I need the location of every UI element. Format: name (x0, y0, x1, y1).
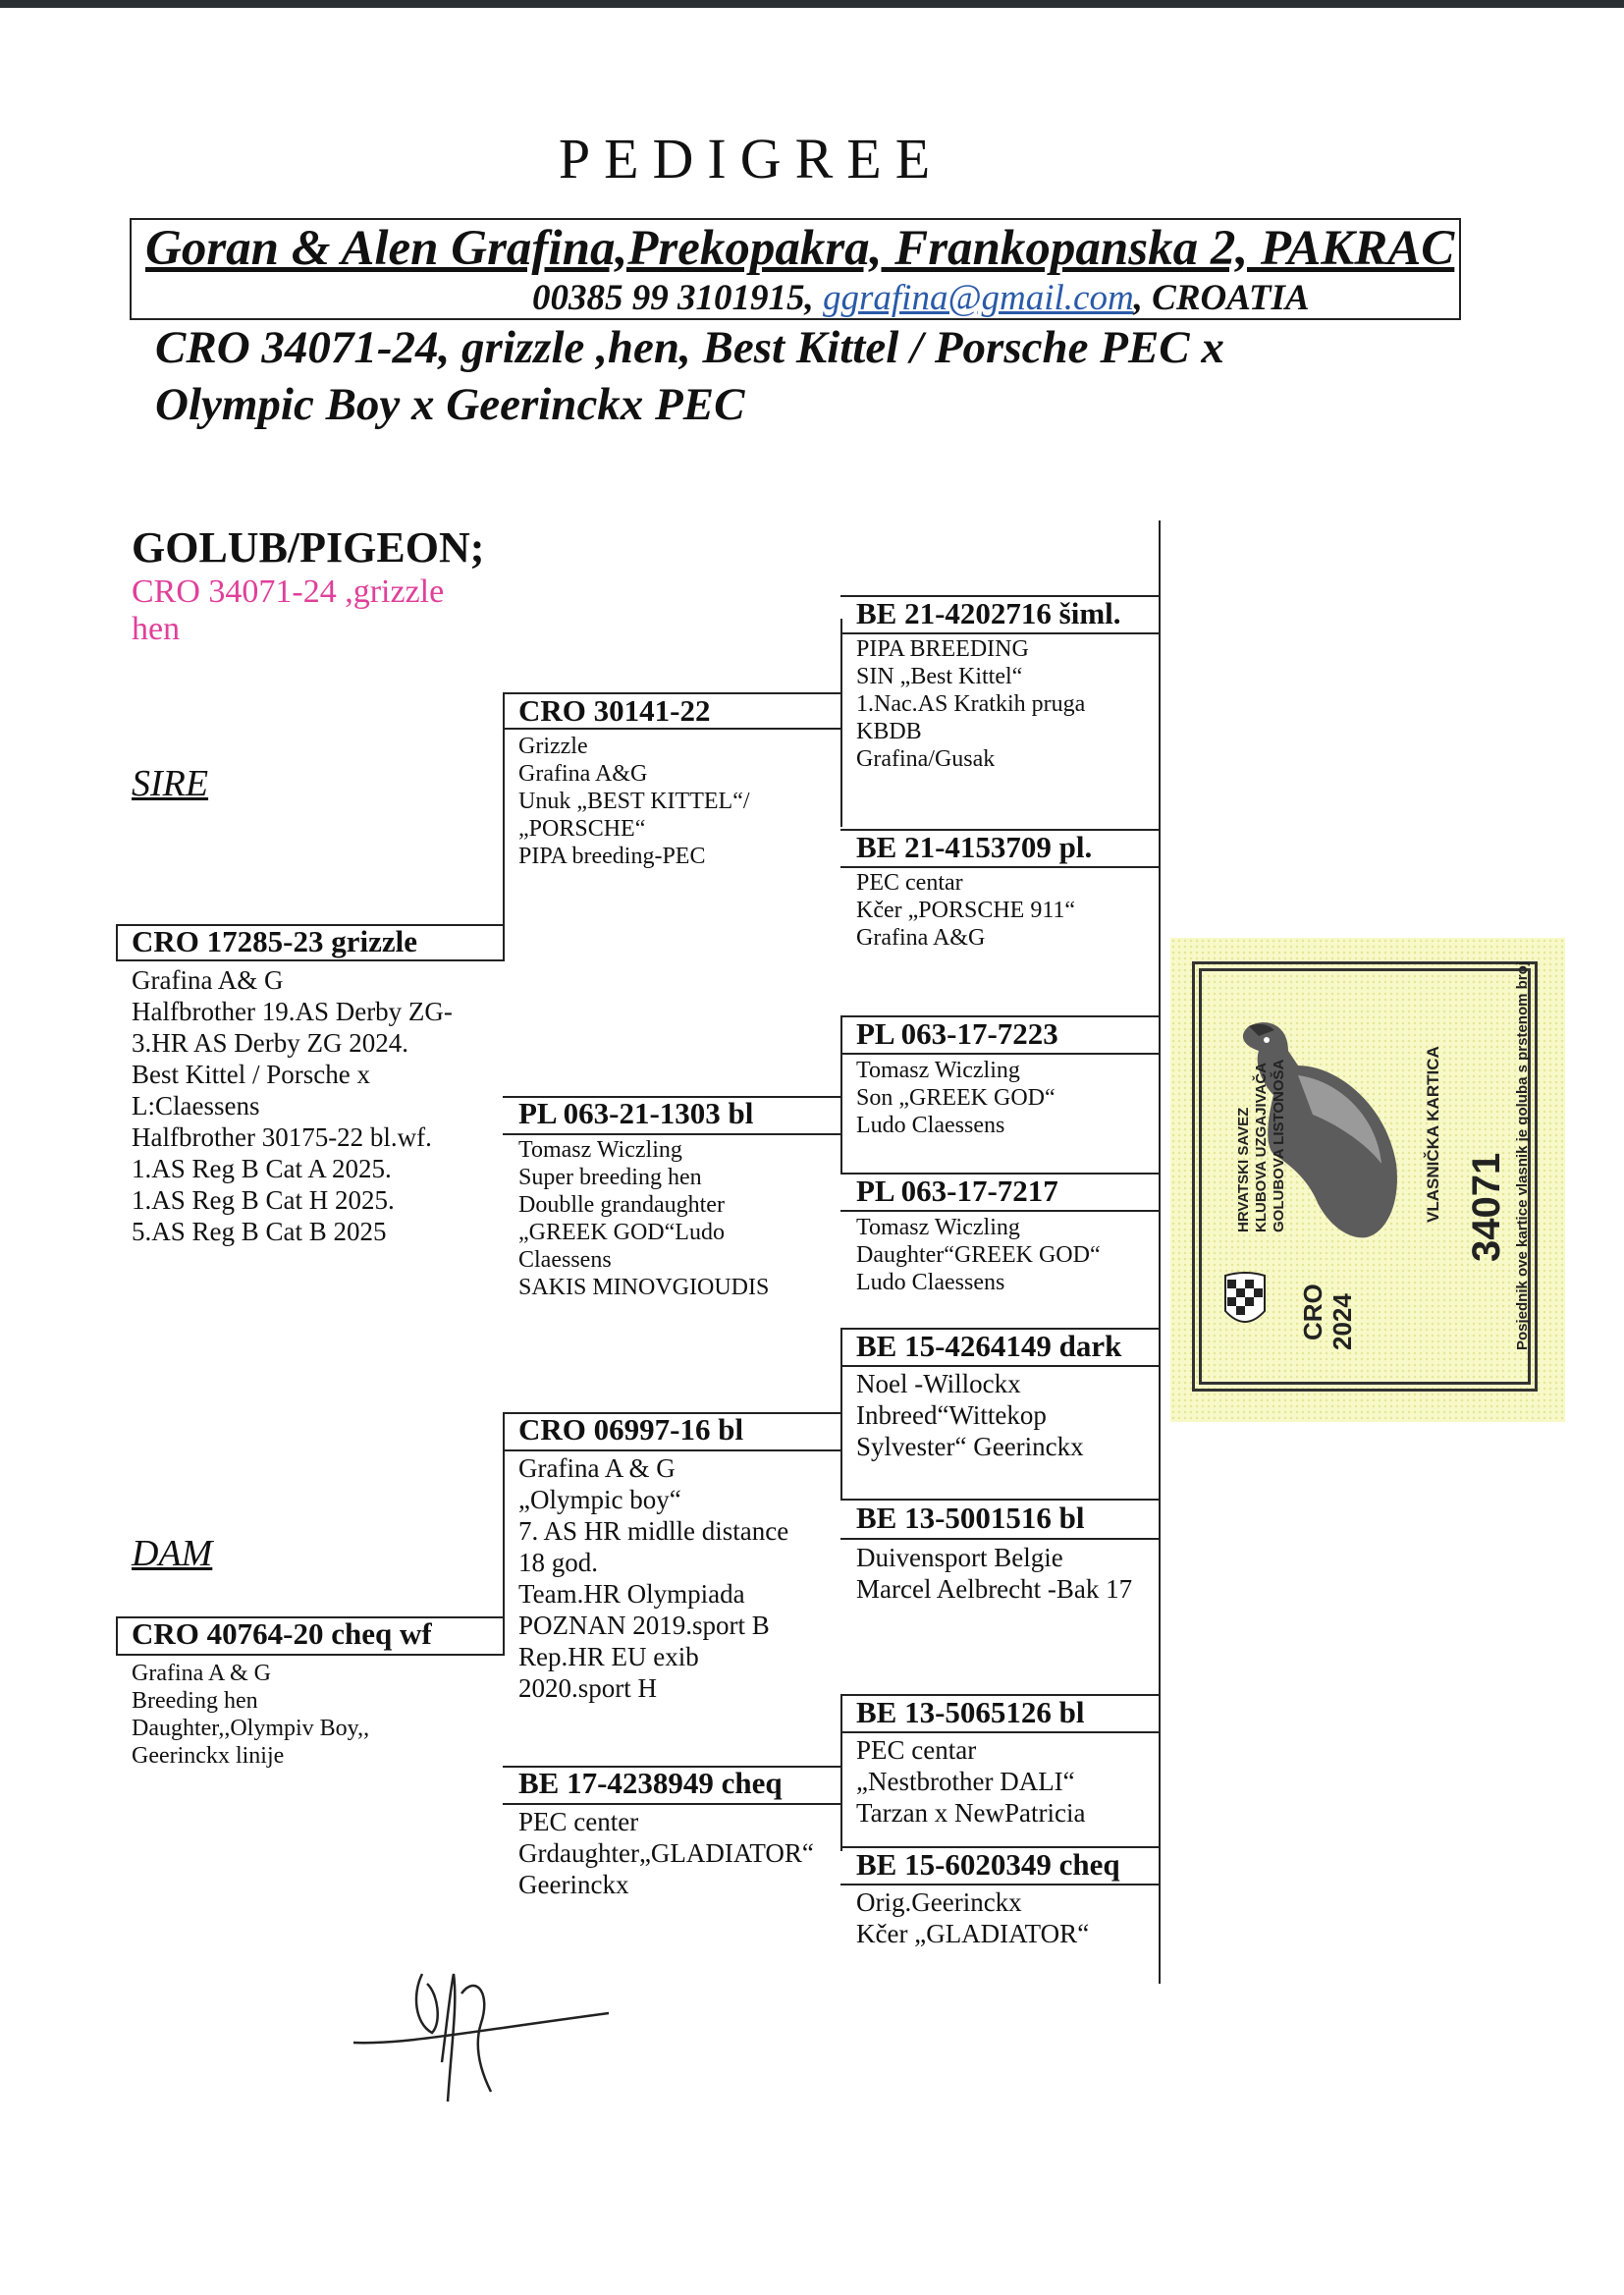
g3-5-bottom-line (840, 1365, 1161, 1367)
sire-line: 3.HR AS Derby ZG 2024. (132, 1028, 408, 1058)
g3-6-details (856, 1542, 1132, 1605)
page-title: PEDIGREE (558, 127, 945, 191)
ds-line: 7. AS HR midlle distance (518, 1516, 789, 1546)
g3-4-details (856, 1214, 1101, 1296)
pigeon-heading-line-1: CRO 34071-24, grizzle ,hen, Best Kittel / Porsche PEC x (155, 322, 1224, 373)
g3-6-line: Duivensport Belgie (856, 1543, 1063, 1572)
dam-line: Breeding hen (132, 1688, 258, 1714)
sire-line: 5.AS Reg B Cat B 2025 (132, 1217, 387, 1246)
g3-7-line: Tarzan x NewPatricia (856, 1798, 1086, 1828)
signature (344, 1954, 638, 2131)
g3-1-line: KBDB (856, 719, 922, 744)
dam-line: Grafina A & G (132, 1661, 271, 1686)
ds-line: 18 god. (518, 1548, 598, 1577)
ss-line: Grizzle (518, 734, 588, 759)
g3-3-line: Tomasz Wiczling (856, 1058, 1020, 1083)
g3-8-ring: BE 15-6020349 cheq (856, 1847, 1120, 1882)
g3-6-bottom-line (840, 1538, 1161, 1540)
g3-1-line: SIN „Best Kittel“ (856, 664, 1023, 689)
subject-ring (132, 574, 465, 648)
g3-5-ring: BE 15-4264149 dark (856, 1329, 1122, 1363)
g3-2-ring: BE 21-4153709 pl. (856, 830, 1093, 864)
dam-ring: CRO 40764-20 cheq wf (132, 1616, 432, 1651)
g3-8-line: Orig.Geerinckx (856, 1887, 1022, 1917)
g3-8-details (856, 1886, 1089, 1949)
g3-5-line: Noel -Willockx (856, 1369, 1021, 1398)
gen3-right-rail (1159, 520, 1161, 1984)
g3-2-details (856, 869, 1075, 952)
ds-line: Grafina A & G (518, 1453, 676, 1483)
sire-left-line (116, 924, 118, 961)
ss-ring: CRO 30141-22 (518, 693, 711, 728)
g3-4-bottom-line (840, 1210, 1161, 1212)
owner-phone: 00385 99 3101915, (532, 278, 814, 318)
g3-1-line: 1.Nac.AS Kratkih pruga (856, 691, 1086, 717)
sire-details (132, 964, 453, 1247)
ds-line: Team.HR Olympiada (518, 1579, 745, 1609)
card-country: CRO (1298, 1284, 1327, 1340)
g3-6-line: Marcel Aelbrecht -Bak 17 (856, 1574, 1133, 1604)
g3-5-line: Sylvester“ Geerinckx (856, 1432, 1084, 1461)
sire-line: Best Kittel / Porsche x (132, 1060, 370, 1089)
card-association-1: HRVATSKI SAVEZ (1235, 1107, 1252, 1232)
dd-details (518, 1806, 814, 1900)
g3-5-details (856, 1368, 1084, 1462)
ss-line: PIPA breeding-PEC (518, 844, 706, 869)
g3-3-bottom-line (840, 1053, 1161, 1055)
subject-ring-line-1: CRO 34071-24 ,grizzle (132, 574, 445, 610)
scan-top-edge (0, 0, 1624, 8)
g3-4-line: Daughter“GREEK GOD“ (856, 1242, 1101, 1268)
sire-line: Halfbrother 30175-22 bl.wf. (132, 1122, 432, 1152)
g3-6-ring: BE 13-5001516 bl (856, 1501, 1085, 1535)
card-association-2: KLUBOVA UZGAJIVAČA (1253, 1062, 1270, 1232)
ss-details (518, 733, 750, 870)
pigeon-heading (155, 319, 1432, 433)
ds-ring: CRO 06997-16 bl (518, 1412, 744, 1447)
g3-7-line: „Nestbrother DALI“ (856, 1767, 1075, 1796)
g3-4-line: Tomasz Wiczling (856, 1215, 1020, 1240)
ds-line: POZNAN 2019.sport B (518, 1611, 770, 1640)
sire-line: Halfbrother 19.AS Derby ZG- (132, 997, 453, 1026)
ownership-card (1170, 938, 1565, 1422)
sd-bottom-line (503, 1133, 842, 1135)
sd-ring: PL 063-21-1303 bl (518, 1096, 754, 1130)
dd-line: Grdaughter„GLADIATOR“ (518, 1838, 814, 1868)
sire-line: 1.AS Reg B Cat H 2025. (132, 1185, 395, 1215)
g3-1-details (856, 635, 1085, 773)
g3-3-line: Son „GREEK GOD“ (856, 1085, 1056, 1111)
ds-line: 2020.sport H (518, 1673, 657, 1703)
dd-ring: BE 17-4238949 cheq (518, 1766, 783, 1800)
sd-line: Tomasz Wiczling (518, 1137, 682, 1163)
g3-5-line: Inbreed“Wittekop (856, 1400, 1047, 1430)
owner-email-link[interactable]: ggrafina@gmail.com (823, 278, 1134, 318)
sd-to-gen3-connector (840, 1015, 842, 1173)
dam-line: Geerinckx linije (132, 1743, 285, 1769)
dd-line: PEC center (518, 1807, 639, 1836)
g3-2-bottom-line (840, 866, 1161, 868)
card-year: 2024 (1327, 1293, 1357, 1350)
g3-1-bottom-line (840, 632, 1161, 634)
sire-line: L:Claessens (132, 1091, 260, 1120)
dam-left-line (116, 1616, 118, 1656)
ds-bottom-line (503, 1449, 842, 1451)
g3-3-details (856, 1057, 1056, 1139)
dam-label: DAM (132, 1533, 213, 1574)
sire-bottom-line (116, 959, 505, 961)
ds-line: „Olympic boy“ (518, 1485, 681, 1514)
sd-line: SAKIS MINOVGIOUDIS (518, 1275, 770, 1300)
g3-2-line: Grafina A&G (856, 925, 986, 951)
ds-line: Rep.HR EU exib (518, 1642, 699, 1671)
g3-3-ring: PL 063-17-7223 (856, 1016, 1058, 1051)
g3-7-bottom-line (840, 1731, 1161, 1733)
subject-label: GOLUB/PIGEON; (132, 523, 485, 572)
g3-2-line: Kčer „PORSCHE 911“ (856, 898, 1076, 923)
ss-line: Grafina A&G (518, 761, 648, 787)
dd-to-gen3-connector (840, 1694, 842, 1851)
sd-details (518, 1136, 769, 1301)
sd-line: „GREEK GOD“Ludo (518, 1220, 725, 1245)
sire-label: SIRE (132, 763, 209, 804)
dd-line: Geerinckx (518, 1870, 629, 1899)
ds-details (518, 1452, 788, 1704)
g3-7-ring: BE 13-5065126 bl (856, 1695, 1085, 1729)
g3-7-details (856, 1734, 1086, 1829)
g3-7-line: PEC centar (856, 1735, 977, 1765)
checkered-emblem-icon (1219, 1272, 1271, 1331)
sire-ring: CRO 17285-23 grizzle (132, 924, 417, 958)
dd-bottom-line (503, 1803, 842, 1805)
dam-line: Daughter,,Olympiv Boy,, (132, 1716, 370, 1741)
card-title: VLASNIČKA KARTICA (1424, 1046, 1442, 1223)
sire-line: 1.AS Reg B Cat A 2025. (132, 1154, 392, 1183)
sire-to-ss-connector (503, 692, 505, 961)
g3-8-bottom-line (840, 1884, 1161, 1885)
ds-to-gen3-connector (840, 1328, 842, 1499)
dam-bottom-line (116, 1654, 505, 1656)
g3-3-line: Ludo Claessens (856, 1113, 1005, 1138)
ss-to-gen3-connector (840, 619, 842, 827)
owner-name: Goran & Alen Grafina,Prekopakra, Frankopanska 2, PAKRAC (145, 221, 1455, 276)
sd-line: Doublle grandaughter (518, 1192, 725, 1218)
pigeon-heading-line-2: Olympic Boy x Geerinckx PEC (155, 379, 745, 430)
ss-line: „PORSCHE“ (518, 816, 646, 842)
owner-country: CROATIA (1152, 278, 1310, 318)
g3-1-line: PIPA BREEDING (856, 636, 1029, 662)
dam-details (132, 1660, 369, 1770)
sd-line: Claessens (518, 1247, 612, 1273)
ss-line: Unuk „BEST KITTEL“/ (518, 789, 750, 814)
g3-4-ring: PL 063-17-7217 (856, 1174, 1058, 1208)
card-association-3: GOLUBOVA LISTONOŠA (1271, 1059, 1287, 1232)
g3-1-ring: BE 21-4202716 šiml. (856, 596, 1121, 630)
g3-8-line: Kčer „GLADIATOR“ (856, 1919, 1090, 1948)
owner-contact: 00385 99 3101915, ggrafina@gmail.com, CROATIA (532, 278, 1310, 318)
card-number: 34071 (1465, 1152, 1508, 1262)
g3-2-line: PEC centar (856, 870, 963, 896)
card-owner-note: Posjednik ove kartice vlasnik je goluba s prstenom broj (1514, 961, 1531, 1350)
sd-line: Super breeding hen (518, 1165, 702, 1190)
g3-4-line: Ludo Claessens (856, 1270, 1005, 1295)
sire-line: Grafina A& G (132, 965, 284, 995)
subject-ring-line-2: hen (132, 611, 181, 647)
g3-1-line: Grafina/Gusak (856, 746, 996, 772)
